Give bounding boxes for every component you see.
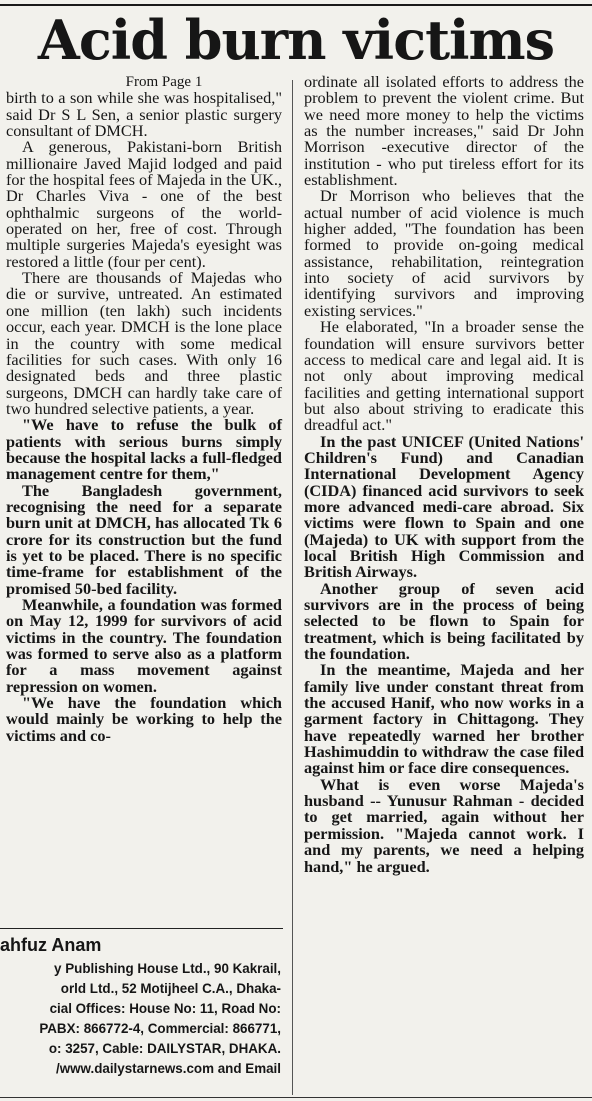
- article-paragraph: "We have to refuse the bulk of patients with serious burns simply because the hospital lacks a full-fledged management centre for them,": [6, 415, 282, 484]
- article-paragraph: There are thousands of Majedas who die or survive, untreated. An estimated one million (ten lakh) such incidents occur, each year. DMCH is the lone place in the country with some medical facilities for such cases. With only 16 designated beds and three plastic surgeons, DMCH can hardly take care of two hundred selective patients, a year.: [6, 268, 282, 418]
- imprint-line: o: 3257, Cable: DAILYSTAR, DHAKA.: [48, 1041, 281, 1056]
- right-column: [304, 74, 584, 875]
- top-rule: [0, 4, 592, 6]
- article-paragraph: "We have the foundation which would mainly be working to help the victims and co-: [6, 693, 282, 745]
- article-paragraph: In the past UNICEF (United Nations' Children's Fund) and Canadian International Development Agency (CIDA) financed acid survivors to seek more advanced medi-care abroad. Six victims were flown to Spain and one (Majeda) to UK with support from the local British High Commission and British Airways.: [304, 431, 584, 582]
- headline: Acid burn victims: [37, 8, 555, 72]
- article-paragraph: He elaborated, "In a broader sense the foundation will ensure survivors better access to medical care and legal aid. It is not only about improving medical facilities and getting international support but also about striving to eradicate this dreadful act.": [304, 317, 584, 435]
- imprint-line: /www.dailystarnews.com and Email: [56, 1061, 281, 1076]
- imprint-line: PABX: 866772-4, Commercial: 866771,: [39, 1021, 281, 1036]
- article-paragraph: A generous, Pakistani-born British millionaire Javed Majid lodged and paid for the hospital fees of Majeda in the UK., Dr Charles Viva - one of the best ophthalmic surgeons of the world- operated on her, free of cost. Through multiple surgeries Majeda's eyesight was restored a little (four per cent).: [6, 137, 282, 271]
- from-page-label: From Page 1: [125, 74, 203, 90]
- imprint-name: ahfuz Anam: [0, 935, 102, 955]
- article-paragraph: birth to a son while she was hospitalised," said Dr S L Sen, a senior plastic surgery consultant of DMCH.: [6, 88, 282, 141]
- article-paragraph: Another group of seven acid survivors are in the process of being selected to be flown to Spain for treatment, which is being facilitated by the foundation.: [304, 578, 584, 664]
- imprint-line: cial Offices: House No: 11, Road No:: [49, 1001, 281, 1016]
- bottom-rule: [0, 1097, 592, 1098]
- article-paragraph: What is even worse Majeda's husband -- Yunusur Rahman - decided to get married, again without her permission. "Majeda cannot work. I and my parents, we need a helping hand," he argued.: [304, 774, 584, 876]
- imprint-line: orld Ltd., 52 Motijheel C.A., Dhaka-: [60, 981, 281, 996]
- column-divider: [292, 80, 293, 1095]
- article-paragraph: In the meantime, Majeda and her family live under constant threat from the accused Hanif, who now works in a garment factory in Chittagong. They have repeatedly warned her brother Hashimuddin to withdraw the case filed against him or face dire consequences.: [304, 660, 584, 778]
- article-paragraph: The Bangladesh government, recognising the need for a separate burn unit at DMCH, has allocated Tk 6 crore for its construction but the fund is yet to be placed. There is no specific time-frame for establishment of the promised 50-bed facility.: [6, 480, 282, 598]
- article-paragraph: Meanwhile, a foundation was formed on May 12, 1999 for survivors of acid victims in the country. The foundation was formed to serve also as a platform for a mass movement against repression on women.: [6, 595, 282, 696]
- left-column: [6, 74, 282, 744]
- article-paragraph: ordinate all isolated efforts to address the problem to prevent the violent crime. But we need more money to help the victims as the number increases," said Dr John Morrison -executive director of the institution - who put tireless effort for its establishment.: [304, 72, 584, 190]
- article-paragraph: Dr Morrison who believes that the actual number of acid violence is much higher added, "The foundation has been formed to provide on-going medical assistance, rehabilitation, reintegration into society of acid survivors by identifying survivors and improving existing services.": [304, 186, 584, 320]
- imprint-box: [0, 928, 283, 1099]
- imprint-line: y Publishing House Ltd., 90 Kakrail,: [54, 961, 281, 976]
- right-column-paragraphs: [304, 74, 584, 875]
- left-column-paragraphs: [6, 90, 282, 744]
